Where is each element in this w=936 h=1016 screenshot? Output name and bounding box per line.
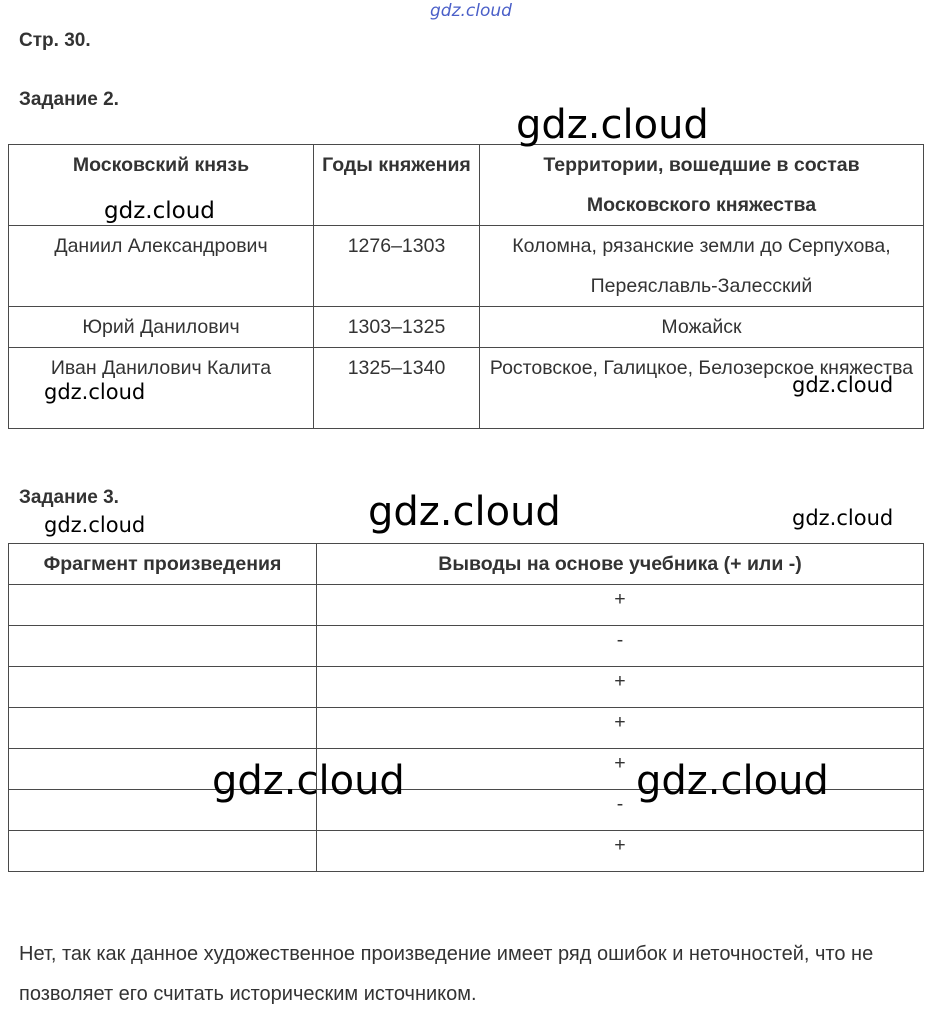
cell-fragment (9, 831, 317, 872)
cell-mark: - (317, 626, 924, 667)
cell-mark: + (317, 585, 924, 626)
cell-prince: Юрий Данилович (9, 307, 314, 348)
watermark-top: gdz.cloud (430, 1, 512, 21)
cell-mark: + (317, 708, 924, 749)
header-conclusion: Выводы на основе учебника (+ или -) (317, 544, 924, 585)
cell-fragment (9, 708, 317, 749)
table-row (9, 348, 924, 429)
header-fragment: Фрагмент произведения (9, 544, 317, 585)
table-row (9, 708, 924, 749)
task2-table (8, 144, 924, 429)
watermark: gdz.cloud (44, 380, 146, 404)
cell-mark: + (317, 749, 924, 790)
watermark: gdz.cloud (368, 489, 561, 535)
cell-mark: + (317, 667, 924, 708)
table-row (9, 226, 924, 307)
table-row (9, 626, 924, 667)
watermark: gdz.cloud (636, 758, 829, 804)
table-header-row (9, 544, 924, 585)
page-label: Стр. 30. (19, 30, 91, 51)
table-row (9, 667, 924, 708)
cell-years: 1276–1303 (314, 226, 480, 307)
cell-prince: Даниил Александрович (9, 226, 314, 307)
answer-text: Нет, так как данное художественное произведение имеет ряд ошибок и неточностей, что не позволяет его считать историческим источником. (19, 943, 874, 1005)
cell-prince: Иван Данилович Калита (9, 348, 314, 429)
cell-mark: + (317, 831, 924, 872)
cell-territories: Можайск (480, 307, 924, 348)
header-years: Годы княжения (314, 145, 480, 226)
cell-mark: - (317, 790, 924, 831)
header-prince: Московский князь (9, 145, 314, 226)
cell-fragment (9, 626, 317, 667)
table-row (9, 831, 924, 872)
header-territories: Территории, вошедшие в состав Московского княжества (480, 145, 924, 226)
watermark: gdz.cloud (104, 198, 215, 224)
cell-fragment (9, 585, 317, 626)
cell-territories: Ростовское, Галицкое, Белозерское княжества (480, 348, 924, 429)
task3-table (8, 543, 924, 872)
watermark: gdz.cloud (792, 506, 894, 530)
cell-fragment (9, 667, 317, 708)
watermark: gdz.cloud (212, 758, 405, 804)
watermark: gdz.cloud (792, 373, 894, 397)
watermark: gdz.cloud (516, 102, 709, 148)
cell-territories: Коломна, рязанские земли до Серпухова, Переяславль-Залесский (480, 226, 924, 307)
task3-title: Задание 3. (19, 487, 119, 508)
watermark: gdz.cloud (44, 513, 146, 537)
cell-years: 1325–1340 (314, 348, 480, 429)
cell-years: 1303–1325 (314, 307, 480, 348)
table-row (9, 585, 924, 626)
table-row (9, 307, 924, 348)
task2-title: Задание 2. (19, 89, 119, 110)
